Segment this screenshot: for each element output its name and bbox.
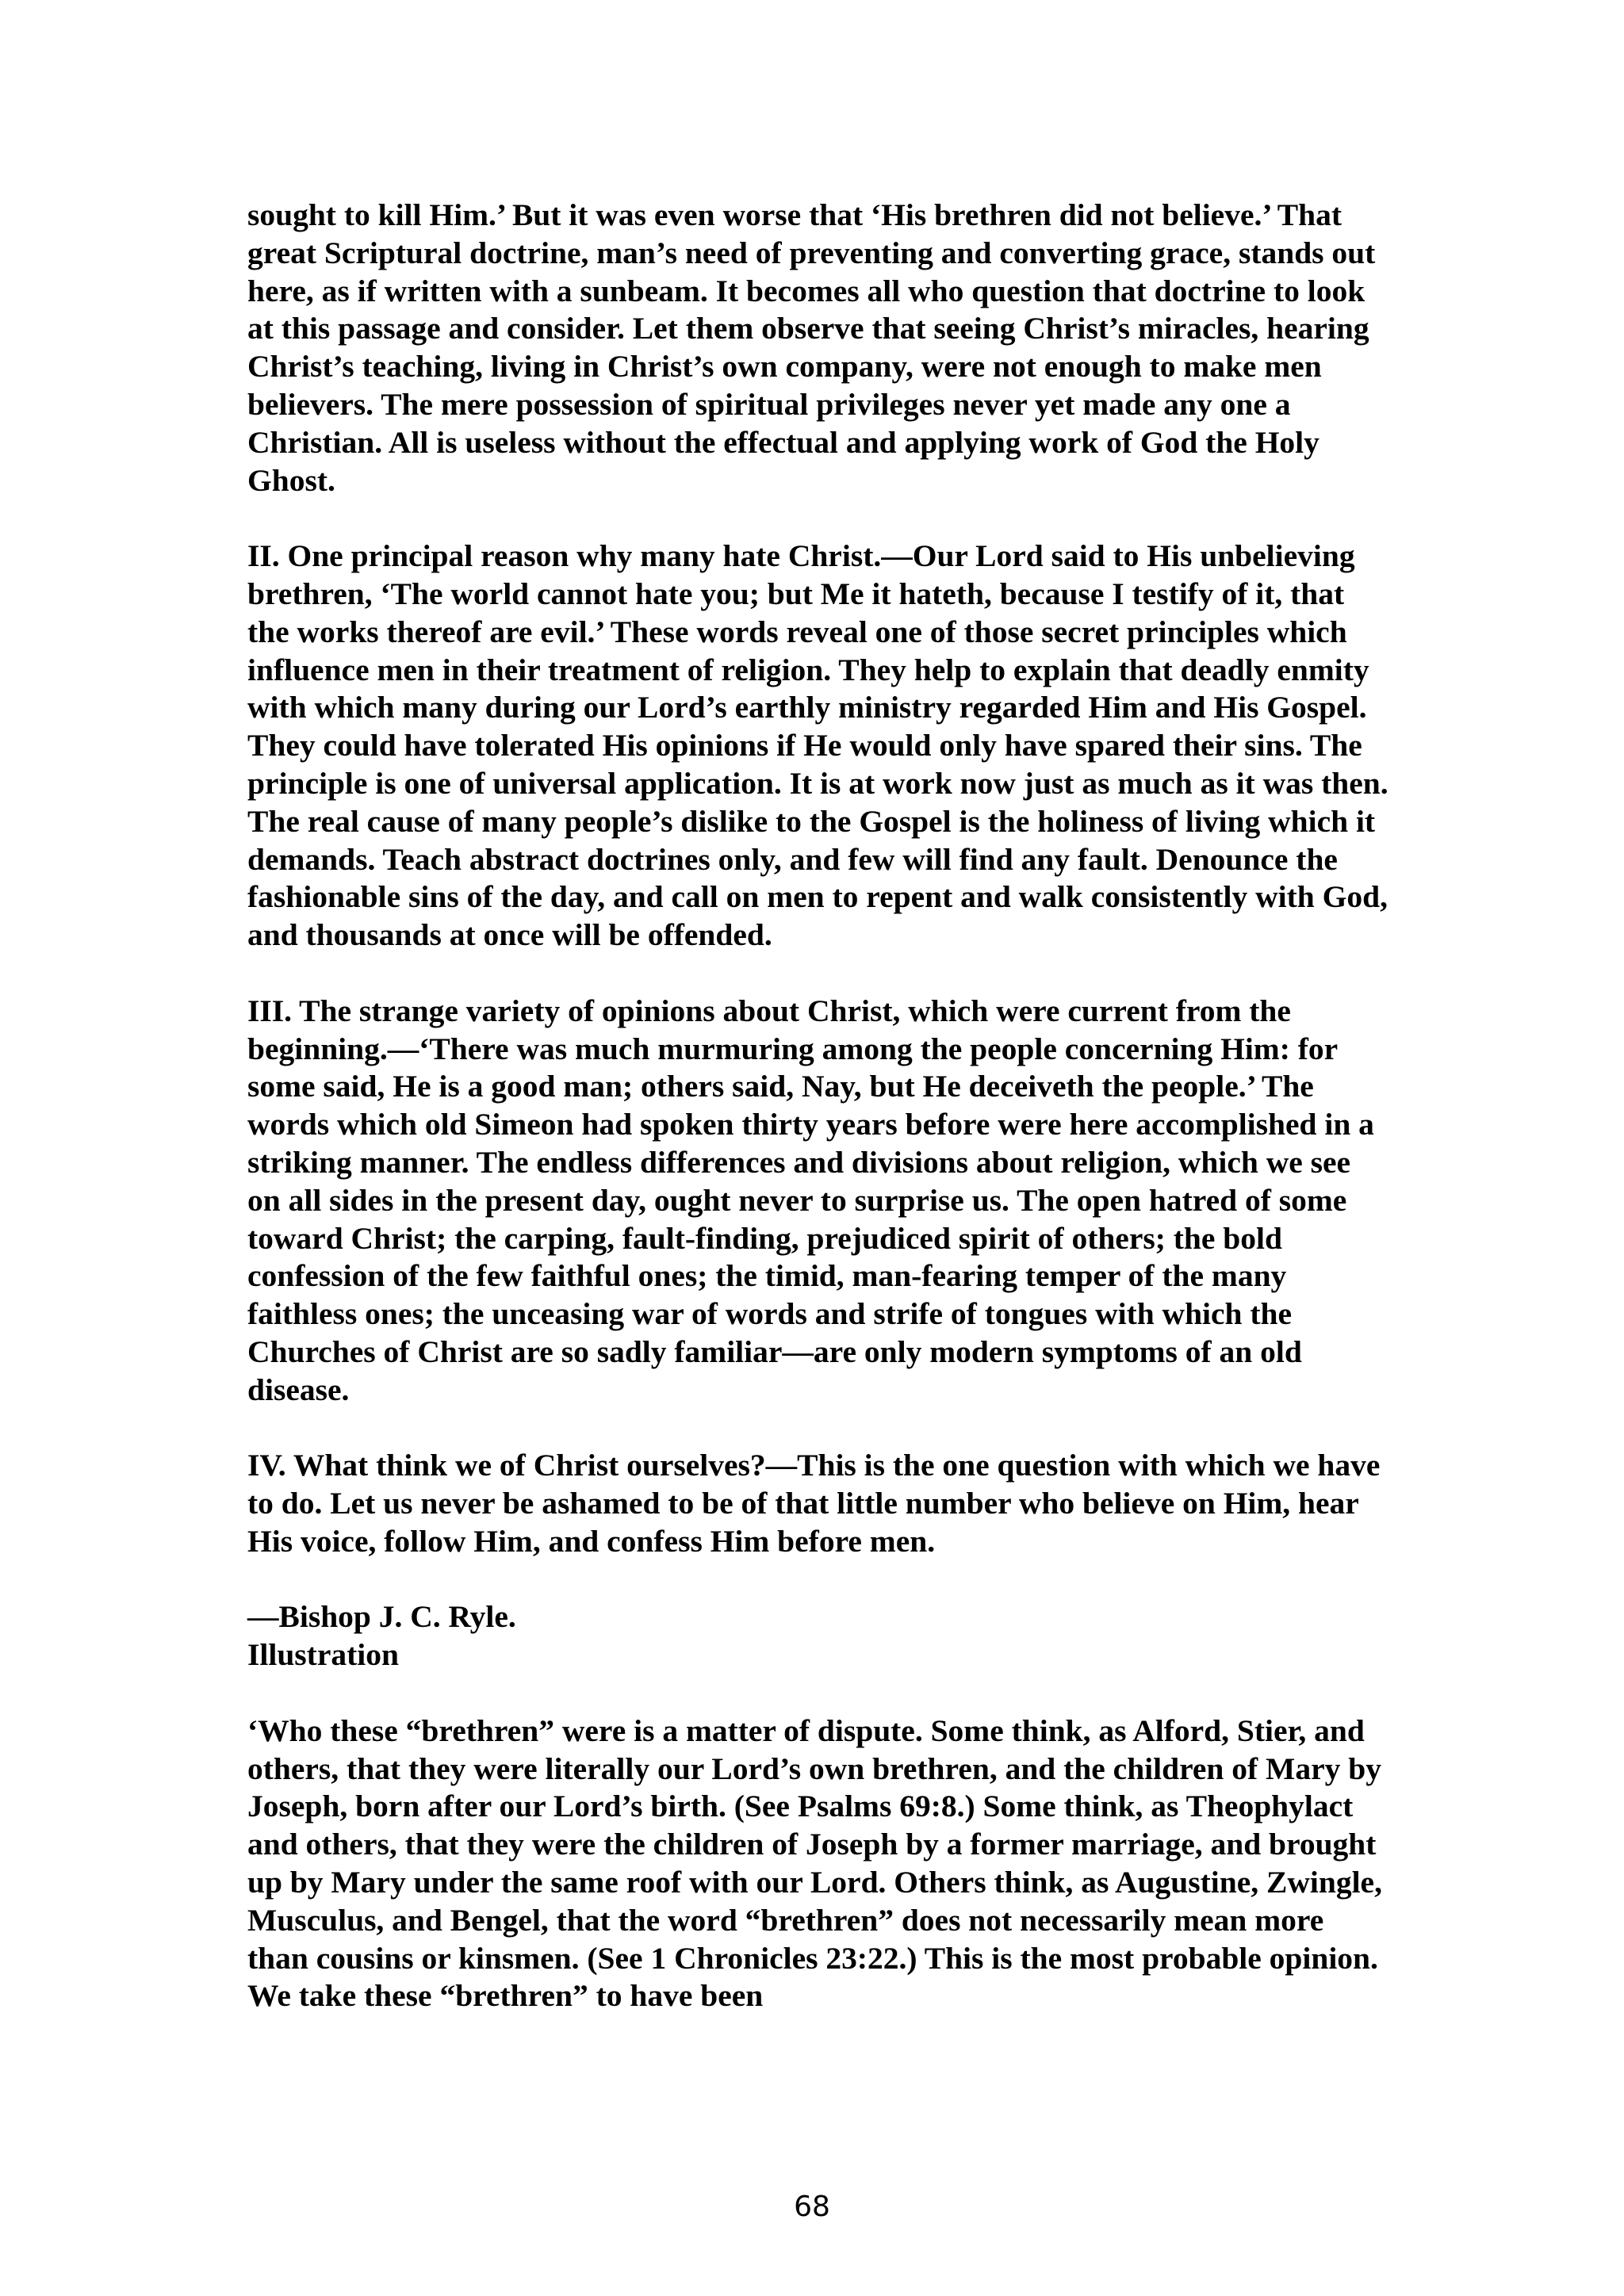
paragraph-intro: sought to kill Him.’ But it was even worse that ‘His brethren did not believe.’ That great Scriptural doctrine, man’s need of preventing and converting grace, stands out here, as if written with a sunbeam. It becomes all who question that doctrine to look at this passage and consider. Let them observe that seeing Christ’s miracles, hearing Christ’s teaching, living in Christ’s own company, were not enough to make men believers. The mere possession of spiritual privileges never yet made any one a Christian. All is useless without the effectual and applying work of God the Holy Ghost. (247, 197, 1376, 498)
paragraph-illustration: ‘Who these “brethren” were is a matter of dispute. Some think, as Alford, Stier, and others, that they were literally our Lord’s own brethren, and the children of Mary by Joseph, born after our Lord’s birth. (See Psalms 69:8.) Some think, as Theophylact and others, that they were the children of Joseph by a former marriage, and brought up by Mary under the same roof with our Lord. Others think, as Augustine, Zwingle, Musculus, and Bengel, that the word “brethren” does not necessarily mean more than cousins or kinsmen. (See 1 Chronicles 23:22.) This is the most probable opinion. We take these “brethren” to have been (247, 1712, 1382, 2014)
section-heading-illustration: Illustration (247, 1637, 399, 1673)
paragraph-section-4: IV. What think we of Christ ourselves?—This is the one question with which we have to do. Let us never be ashamed to be of that little number who believe on Him, hear His voice, follow Him, and confess Him before men. (247, 1448, 1381, 1559)
body-text (247, 197, 1389, 2053)
author-attribution: —Bishop J. C. Ryle. (247, 1599, 516, 1635)
paragraph-section-3: III. The strange variety of opinions about Christ, which were current from the beginning.—‘There was much murmuring among the people concerning Him: for some said, He is a good man; others said, Nay, but He deceiveth the people.’ The words which old Simeon had spoken thirty years before were here accomplished in a striking manner. The endless differences and divisions about religion, which we see on all sides in the present day, ought never to surprise us. The open hatred of some toward Christ; the carping, fault-finding, prejudiced spirit of others; the bold confession of the few faithful ones; the timid, man-fearing temper of the many faithless ones; the unceasing war of words and strife of tongues with which the Churches of Christ are so sadly familiar—are only modern symptoms of an old disease. (247, 993, 1374, 1407)
page-number: 68 (794, 2191, 830, 2223)
paragraph-section-2: II. One principal reason why many hate Christ.—Our Lord said to His unbelieving brethren, ‘The world cannot hate you; but Me it hateth, because I testify of it, that the works thereof are evil.’ These words reveal one of those secret principles which influence men in their treatment of religion. They help to explain that deadly enmity with which many during our Lord’s earthly ministry regarded Him and His Gospel. They could have tolerated His opinions if He would only have spared their sins. The principle is one of universal application. It is at work now just as much as it was then. The real cause of many people’s dislike to the Gospel is the holiness of living which it demands. Teach abstract doctrines only, and few will find any fault. Denounce the fashionable sins of the day, and call on men to repent and walk consistently with God, and thousands at once will be offended. (247, 538, 1388, 953)
